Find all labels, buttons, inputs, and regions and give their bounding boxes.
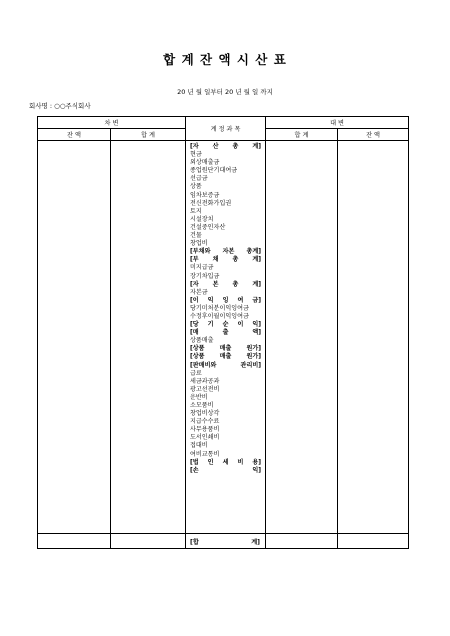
account-label: 현금 bbox=[190, 151, 202, 159]
document-title: 합 계 잔 액 시 산 표 bbox=[163, 52, 287, 67]
period-line: 20 년 월 일부터 20 년 월 일 까지 bbox=[177, 88, 273, 96]
account-item bbox=[190, 232, 261, 240]
account-item bbox=[190, 402, 261, 410]
account-item bbox=[190, 451, 261, 459]
debit-balance-header: 잔 액 bbox=[38, 129, 111, 141]
account-item bbox=[190, 297, 261, 305]
account-item bbox=[190, 305, 261, 313]
credit-balance-header: 잔 액 bbox=[338, 129, 409, 141]
account-item bbox=[190, 200, 261, 208]
account-label: [자 산 총 계] bbox=[190, 143, 262, 150]
account-label: [이 익 잉 여 금] bbox=[190, 296, 262, 304]
account-label: 시설장치 bbox=[190, 215, 214, 223]
debit-total-total bbox=[111, 534, 186, 549]
credit-header: 대 변 bbox=[266, 117, 409, 129]
account-item bbox=[190, 289, 261, 297]
account-label: [부채와 자본 총계] bbox=[190, 248, 262, 256]
company-name: 회사명 : ○○주식회사 bbox=[29, 102, 91, 110]
account-label: 창업비 bbox=[190, 240, 208, 248]
credit-total-column bbox=[266, 141, 338, 534]
account-label: 미지급금 bbox=[190, 264, 214, 272]
account-label: 사무용품비 bbox=[190, 426, 220, 434]
account-label: 상품매출 bbox=[190, 337, 214, 345]
debit-total-column bbox=[111, 141, 186, 534]
trial-balance-table bbox=[37, 116, 409, 549]
account-item bbox=[190, 442, 261, 450]
account-label: 여비교통비 bbox=[190, 450, 220, 458]
account-item bbox=[190, 459, 261, 467]
account-label: 당기미처분이익잉여금 bbox=[190, 304, 249, 312]
account-item bbox=[190, 410, 261, 418]
credit-total-total bbox=[266, 534, 338, 549]
account-label: [판매비와 관리비] bbox=[190, 361, 262, 369]
account-label: 선급금 bbox=[190, 175, 208, 183]
account-item bbox=[190, 281, 261, 289]
account-label: [매 출 액] bbox=[190, 329, 262, 337]
account-label: 도서인쇄비 bbox=[190, 434, 220, 442]
credit-balance-total bbox=[338, 534, 409, 549]
account-label: 상품 bbox=[190, 183, 202, 191]
account-item bbox=[190, 321, 261, 329]
account-list bbox=[186, 143, 265, 475]
account-label: [법 인 세 비 용] bbox=[190, 458, 262, 466]
account-item bbox=[190, 264, 261, 272]
account-label: 소모품비 bbox=[190, 402, 214, 409]
account-item bbox=[190, 394, 261, 402]
account-label: [부 채 총 계] bbox=[190, 256, 262, 264]
account-item bbox=[190, 143, 261, 151]
account-label: 수정후이월이익잉여금 bbox=[190, 312, 249, 320]
account-item bbox=[190, 224, 261, 232]
account-item bbox=[190, 208, 261, 216]
account-item bbox=[190, 362, 261, 370]
account-item bbox=[190, 151, 261, 159]
account-label: 광고선전비 bbox=[190, 385, 220, 393]
account-label: 토지 bbox=[190, 207, 202, 215]
account-label: 전신전화가입권 bbox=[190, 199, 232, 207]
account-item bbox=[190, 386, 261, 394]
grand-total-label: [합 계] bbox=[186, 534, 266, 549]
account-label: 창업비상각 bbox=[190, 410, 220, 418]
account-item bbox=[190, 378, 261, 386]
account-label: [상품 매출 원가] bbox=[190, 353, 262, 361]
account-item bbox=[190, 183, 261, 191]
account-item bbox=[190, 192, 261, 200]
account-column bbox=[186, 141, 266, 534]
credit-total-header: 합 계 bbox=[266, 129, 338, 141]
account-label: 자본금 bbox=[190, 288, 208, 296]
debit-balance-column bbox=[38, 141, 111, 534]
account-label: 접대비 bbox=[190, 442, 208, 450]
account-label: [자 본 총 계] bbox=[190, 280, 262, 288]
account-header: 계 정 과 목 bbox=[186, 117, 266, 141]
debit-balance-total bbox=[38, 534, 111, 549]
credit-balance-column bbox=[338, 141, 409, 534]
debit-total-header: 합 계 bbox=[111, 129, 186, 141]
account-item bbox=[190, 240, 261, 248]
account-label: 지급수수료 bbox=[190, 418, 220, 426]
account-item bbox=[190, 370, 261, 378]
account-item bbox=[190, 353, 261, 361]
debit-header: 차 변 bbox=[38, 117, 186, 129]
account-label: [당 기 순 이 익] bbox=[190, 321, 262, 329]
account-label: 건물 bbox=[190, 232, 202, 240]
account-label: 종업원단기대여금 bbox=[190, 167, 238, 175]
account-item bbox=[190, 273, 261, 281]
account-label: 급료 bbox=[190, 369, 202, 377]
account-item bbox=[190, 216, 261, 224]
account-item bbox=[190, 313, 261, 321]
account-label: 운반비 bbox=[190, 393, 208, 401]
account-label: [상품 매출 원가] bbox=[190, 345, 262, 353]
account-item bbox=[190, 467, 261, 475]
account-label: 외상매출금 bbox=[190, 159, 220, 167]
account-label: 세금과공과 bbox=[190, 377, 220, 385]
account-label: 건설중인자산 bbox=[190, 223, 226, 231]
account-label: 장기차입금 bbox=[190, 272, 220, 280]
account-label: 임차보증금 bbox=[190, 191, 220, 199]
account-label: [손 익] bbox=[190, 466, 262, 474]
